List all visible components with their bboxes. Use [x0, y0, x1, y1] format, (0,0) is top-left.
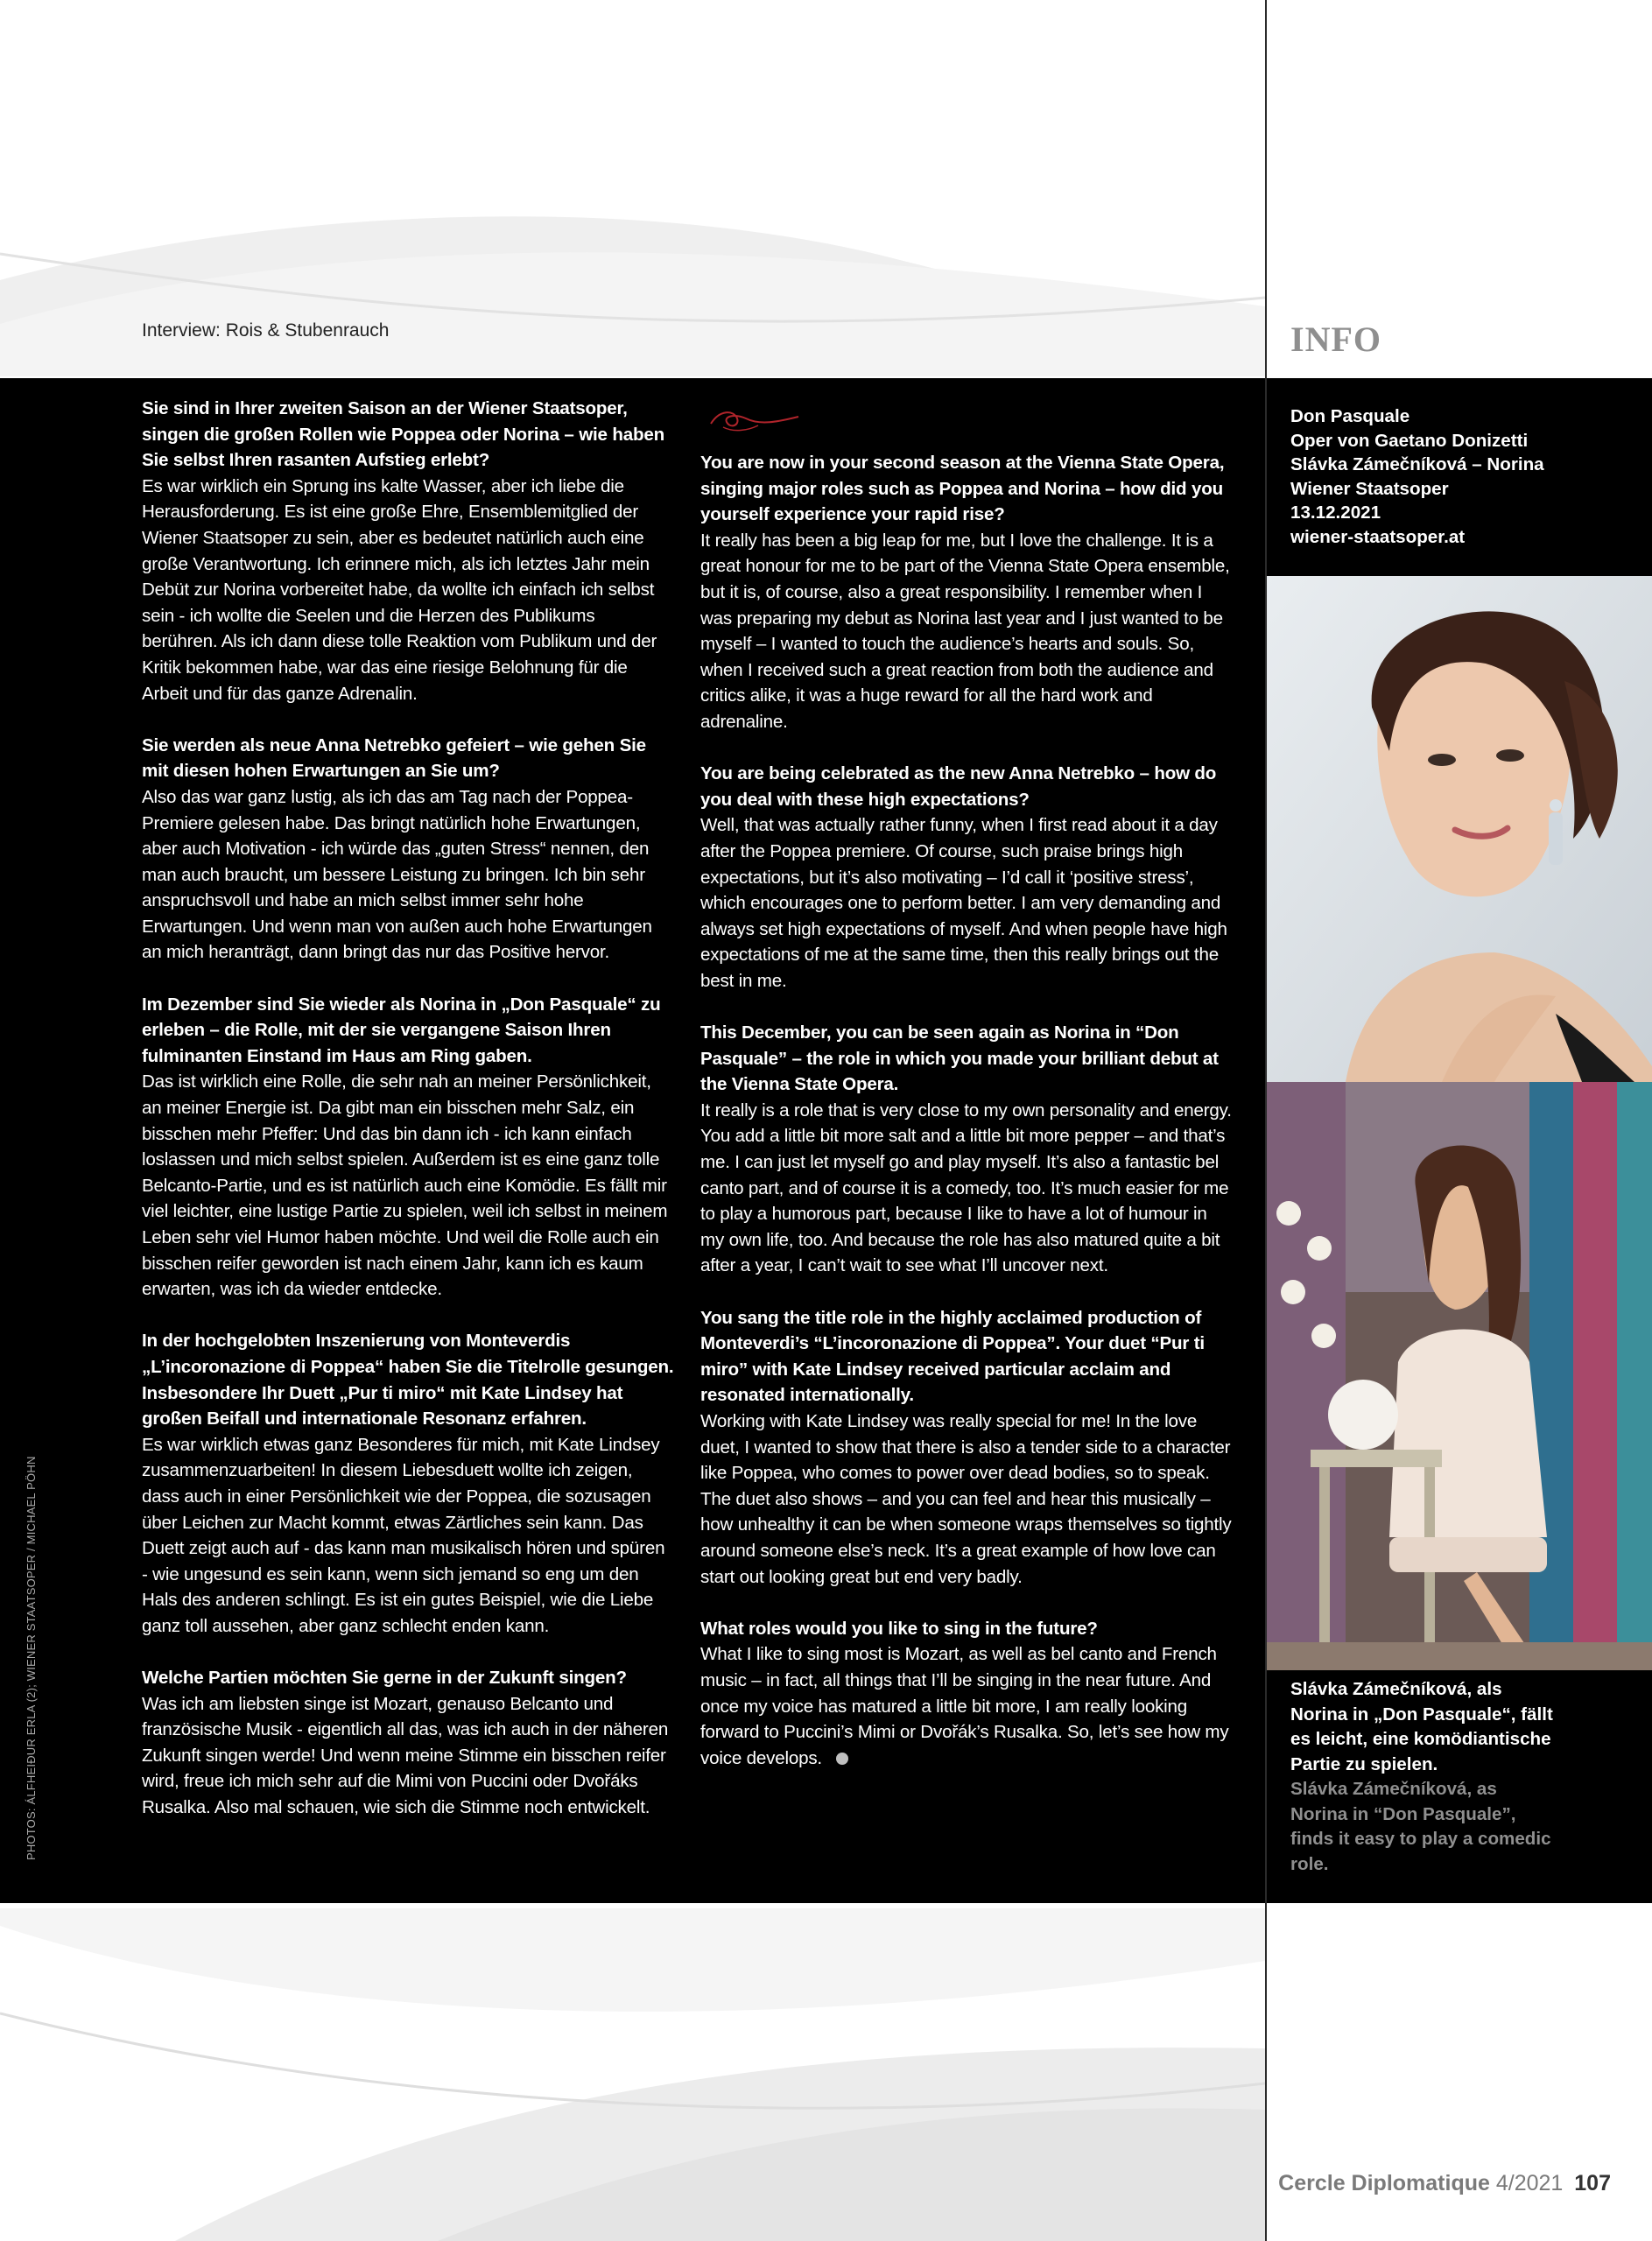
- end-mark-icon: [836, 1753, 848, 1765]
- ornament-flourish-icon: [707, 404, 804, 440]
- info-venue: Wiener Staatsoper: [1290, 478, 1449, 499]
- issue-number: 4/2021: [1495, 2171, 1564, 2195]
- caption-german: Slávka Zámečníková, als Norina in „Don Pasquale“, fällt es leicht, eine komödiantische Partie zu spielen.: [1290, 1679, 1553, 1774]
- info-heading: INFO: [1290, 320, 1381, 359]
- german-column: [142, 396, 674, 1846]
- info-date: 13.12.2021: [1290, 502, 1381, 523]
- decorative-swoosh-top: [0, 201, 1265, 376]
- qa-block: [142, 396, 674, 706]
- answer: It really is a role that is very close to my own personality and energy. You add a little bit more salt and a little bit more pepper – and that’s me. I can just let myself go and play myself. It’s also a fantastic bel canto part, and of course it is a comedy, too. It’s much easier for me to play a humorous part, because I like to have a lot of humour in my own life, too. And because the role has also matured quite a bit after a year, I can’t wait to see what I’ll uncover next.: [700, 1099, 1232, 1276]
- answer: It really has been a big leap for me, but I love the challenge. It is a great honour for me to be part of the Vienna State Opera ensemble, but it is, of course, also a great responsibility. I remember when I was preparing my debut as Norina last year and I just wanted to be myself – I wanted to touch the audience’s hearts and souls. So, when I received such a great reaction from both the audience and critics alike, it was a huge reward for all the hard work and adrenaline.: [700, 530, 1230, 732]
- info-details: [1290, 404, 1544, 549]
- question: You are being celebrated as the new Anna Netrebko – how do you deal with these high expectations?: [700, 763, 1217, 810]
- question: Im Dezember sind Sie wieder als Norina in „Don Pasquale“ zu erleben – die Rolle, mit der sie vergangene Saison Ihren fulminanten Einstand im Haus am Ring gaben.: [142, 994, 661, 1066]
- answer: Well, that was actually rather funny, when I first read about it a day after the Poppea premiere. Of course, such praise brings high expectations, but it’s also motivating – I’d call it ‘positive stress’, which encourages one to perform better. I am very demanding and always set high expectations of myself. And when people have high expectations of me at the same time, then this really brings out the best in me.: [700, 815, 1227, 991]
- answer: Was ich am liebsten singe ist Mozart, genauso Belcanto und französische Musik - eigentlich all das, was ich auch in der näheren Zukunft singen werde! Und wenn meine Stimme ein bisschen reifer wird, freue ich mich sehr auf die Mimi von Puccini oder Dvořáks Rusalka. Also mal schauen, wie sich die Stimme noch entwickelt.: [142, 1693, 669, 1818]
- qa-block: [700, 1616, 1234, 1772]
- qa-block: [142, 1328, 674, 1639]
- info-website: wiener-staatsoper.at: [1290, 526, 1466, 547]
- question: Sie sind in Ihrer zweiten Saison an der Wiener Staatsoper, singen die großen Rollen wie Poppea oder Norina – wie haben Sie selbst Ihren rasanten Aufstieg erlebt?: [142, 398, 664, 471]
- question: What roles would you like to sing in the future?: [700, 1618, 1098, 1639]
- answer: Es war wirklich etwas ganz Besonderes für mich, mit Kate Lindsey zusammenzuarbeiten! In diesem Liebesduett wollte ich zeigen, dass auch in einer Persönlichkeit wie der Poppea, die sozusagen über Leichen zur Macht kommt, etwas Zärtliches sein kann. Das Duett zeigt auch auf - das kann man musikalisch hören und spüren - wie ungesund es sein kann, wenn sich jemand so eng um den Hals des anderen schlingt. Es ist ein gutes Beispiel, wie die Liebe ganz toll aussehen, aber ganz schlecht enden kann.: [142, 1434, 665, 1636]
- page-number: 107: [1574, 2171, 1611, 2195]
- question: Welche Partien möchten Sie gerne in der Zukunft singen?: [142, 1668, 627, 1689]
- question: In der hochgelobten Inszenierung von Monteverdis „L’incoronazione di Poppea“ haben Sie die Titelrolle gesungen. Insbesondere Ihr Duett „Pur ti miro“ mit Kate Lindsey hat großen Beifall und internationale Resonanz erfahren.: [142, 1331, 674, 1430]
- decorative-swoosh-bottom: [0, 1908, 1265, 2241]
- answer: What I like to sing most is Mozart, as well as bel canto and French music – in fact, all things that I’ll be singing in the near future. And once my voice has matured a little bit more, I am really looking forward to Puccini’s Mimi or Dvořák’s Rusalka. So, let’s see how my voice develops.: [700, 1644, 1229, 1768]
- question: You sang the title role in the highly acclaimed production of Monteverdi’s “L’incoronazione di Poppea”. Your duet “Pur ti miro” with Kate Lindsey received particular acclaim and resonated internationally.: [700, 1307, 1205, 1406]
- question: Sie werden als neue Anna Netrebko gefeiert – wie gehen Sie mit diesen hohen Erwartungen an Sie um?: [142, 734, 646, 782]
- answer: Working with Kate Lindsey was really special for me! In the love duet, I wanted to show that there is also a tender side to a character like Poppea, who comes to power over dead bodies, so to speak. The duet also shows – and you can feel and hear this musically – how unhealthy it can be when someone wraps themselves so tightly around someone else’s neck. It’s a great example of how love can start out looking great but end very badly.: [700, 1410, 1232, 1587]
- info-composer: Oper von Gaetano Donizetti: [1290, 430, 1529, 451]
- magazine-name: Cercle Diplomatique: [1278, 2171, 1490, 2195]
- qa-block: [142, 733, 674, 966]
- answer: Also das war ganz lustig, als ich das am Tag nach der Poppea-Premiere gelesen habe. Das bringt natürlich hohe Erwartungen, aber auch Motivation - ich würde das „guten Stress“ nennen, den man auch braucht, um bessere Leistung zu bringen. Ich bin sehr anspruchsvoll und habe an mich selbst immer sehr hohe Erwartungen. Und wenn man von außen auch hohe Erwartungen an mich heranträgt, dann bringt das nur das Positive hervor.: [142, 786, 652, 963]
- question: You are now in your second season at the Vienna State Opera, singing major roles such as Poppea and Norina – how did you yourself experience your rapid rise?: [700, 453, 1225, 525]
- question: This December, you can be seen again as Norina in “Don Pasquale” – the role in which you made your brilliant debut at the Vienna State Opera.: [700, 1022, 1219, 1095]
- qa-block: [700, 1305, 1234, 1591]
- info-title: Don Pasquale: [1290, 406, 1410, 426]
- answer: Es war wirklich ein Sprung ins kalte Wasser, aber ich liebe die Herausforderung. Es ist eine große Ehre, Ensemblemitglied der Wiener Staatsoper zu sein, aber es bedeutet natürlich auch eine große Verantwortung. Ich erinnere mich, als ich letztes Jahr mein Debüt zur Norina vorbereitet habe, da wollte ich einfach ich selbst sein - ich wollte die Seelen und die Herzen des Publikums berühren. Als ich dann diese tolle Reaktion vom Publikum und der Kritik bekommen habe, war das eine riesige Belohnung für die Arbeit und für das ganze Adrenalin.: [142, 475, 657, 704]
- qa-block: [142, 1665, 674, 1821]
- caption-english: Slávka Zámečníková, as Norina in “Don Pasquale”, finds it easy to play a comedic role.: [1290, 1779, 1551, 1874]
- scene-photo: [1267, 1082, 1652, 1670]
- qa-block: [142, 992, 674, 1303]
- page-footer: [1278, 2171, 1611, 2196]
- photo-credit: PHOTOS: ÁLFHEIÐUR ERLA (2); WIENER STAATSOPER / MICHAEL PÖHN: [25, 1456, 38, 1860]
- answer: Das ist wirklich eine Rolle, die sehr nah an meiner Persönlichkeit, an meiner Energie ist. Da gibt man ein bisschen mehr Salz, ein bisschen mehr Pfeffer: Und das bin dann ich - ich kann einfach loslassen und mich selbst spielen. Außerdem ist es eine ganz tolle Belcanto-Partie, und es ist natürlich auch eine Komödie. Es fällt mir viel leichter, eine lustige Partie zu spielen, weil ich selbst in meinem Leben sehr viel Humor haben möchte. Und weil die Rolle auch ein bisschen reifer geworden ist nach einem Jahr, kann ich es kaum erwarten, was ich da wieder entdecke.: [142, 1071, 668, 1300]
- portrait-photo: [1267, 576, 1652, 1082]
- info-cast: Slávka Zámečníková – Norina: [1290, 454, 1544, 474]
- qa-block: [700, 450, 1234, 735]
- english-column: [700, 450, 1234, 1797]
- interview-credit: Interview: Rois & Stubenrauch: [142, 320, 390, 341]
- qa-block: [700, 1020, 1234, 1279]
- qa-block: [700, 761, 1234, 994]
